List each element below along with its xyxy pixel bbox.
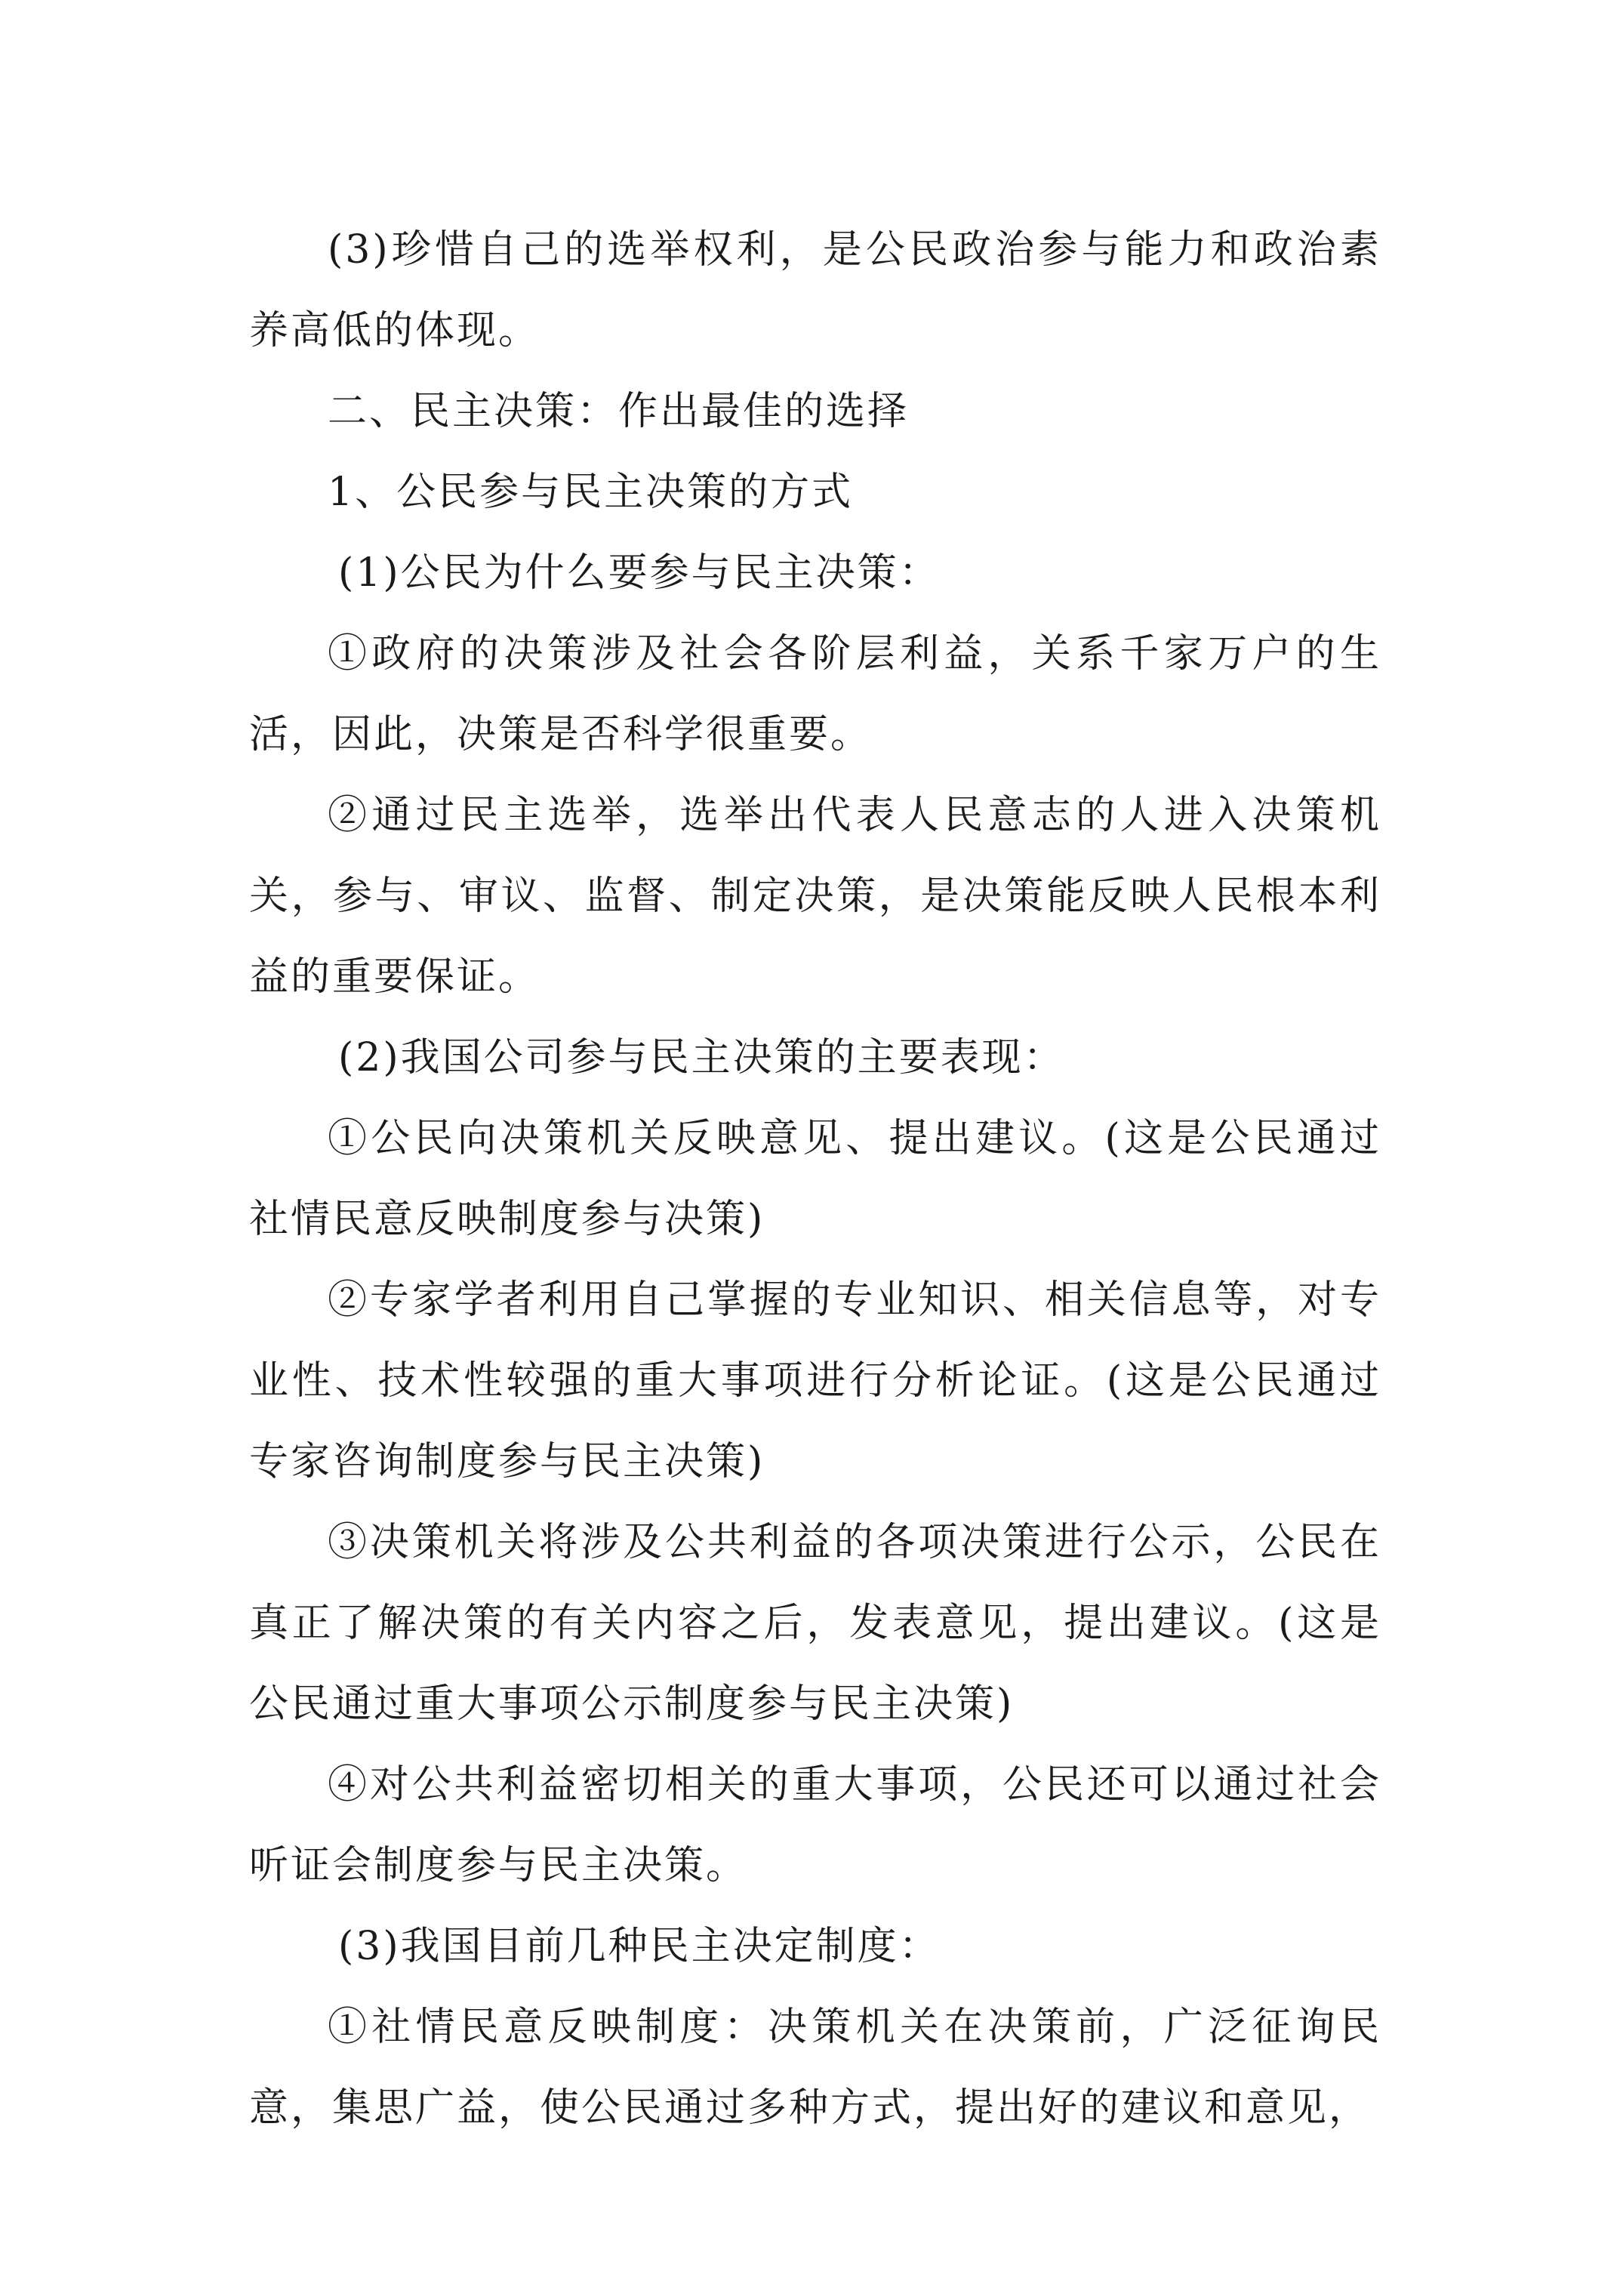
list-item-manifestation-1: ①公民向决策机关反映意见、提出建议。(这是公民通过社情民意反映制度参与决策) <box>249 1116 1381 1242</box>
list-item-reason-1: ①政府的决策涉及社会各阶层利益，关系千家万户的生活，因此，决策是否科学很重要。 <box>249 631 1381 757</box>
list-item-manifestation-3: ③决策机关将涉及公共利益的各项决策进行公示，公民在真正了解决策的有关内容之后，发表意见，提出建议。(这是公民通过重大事项公示制度参与民主决策) <box>249 1520 1381 1727</box>
subheading-participation-methods: 1、公民参与民主决策的方式 <box>328 470 854 515</box>
question-decision-systems: (3)我国目前几种民主决定制度： <box>338 1924 941 1969</box>
question-why-participate: (1)公民为什么要参与民主决策： <box>338 550 941 596</box>
list-item-manifestation-2: ②专家学者利用自己掌握的专业知识、相关信息等，对专业性、技术性较强的重大事项进行分析论证。(这是公民通过专家咨询制度参与民主决策) <box>249 1277 1381 1484</box>
document-body <box>249 210 1381 2149</box>
list-item-manifestation-4: ④对公共利益密切相关的重大事项，公民还可以通过社会听证会制度参与民主决策。 <box>249 1762 1381 1888</box>
section-heading-democratic-decision: 二、民主决策：作出最佳的选择 <box>328 389 910 434</box>
list-item-reason-2: ②通过民主选举，选举出代表人民意志的人进入决策机关，参与、审议、监督、制定决策，是决策能反映人民根本利益的重要保证。 <box>249 793 1381 1000</box>
paragraph-3-election-rights: (3)珍惜自己的选举权利，是公民政治参与能力和政治素养高低的体现。 <box>249 227 1381 353</box>
list-item-system-1: ①社情民意反映制度：决策机关在决策前，广泛征询民意，集思广益，使公民通过多种方式，提出好的建议和意见， <box>249 2005 1381 2131</box>
question-main-manifestations: (2)我国公司参与民主决策的主要表现： <box>338 1035 1065 1080</box>
